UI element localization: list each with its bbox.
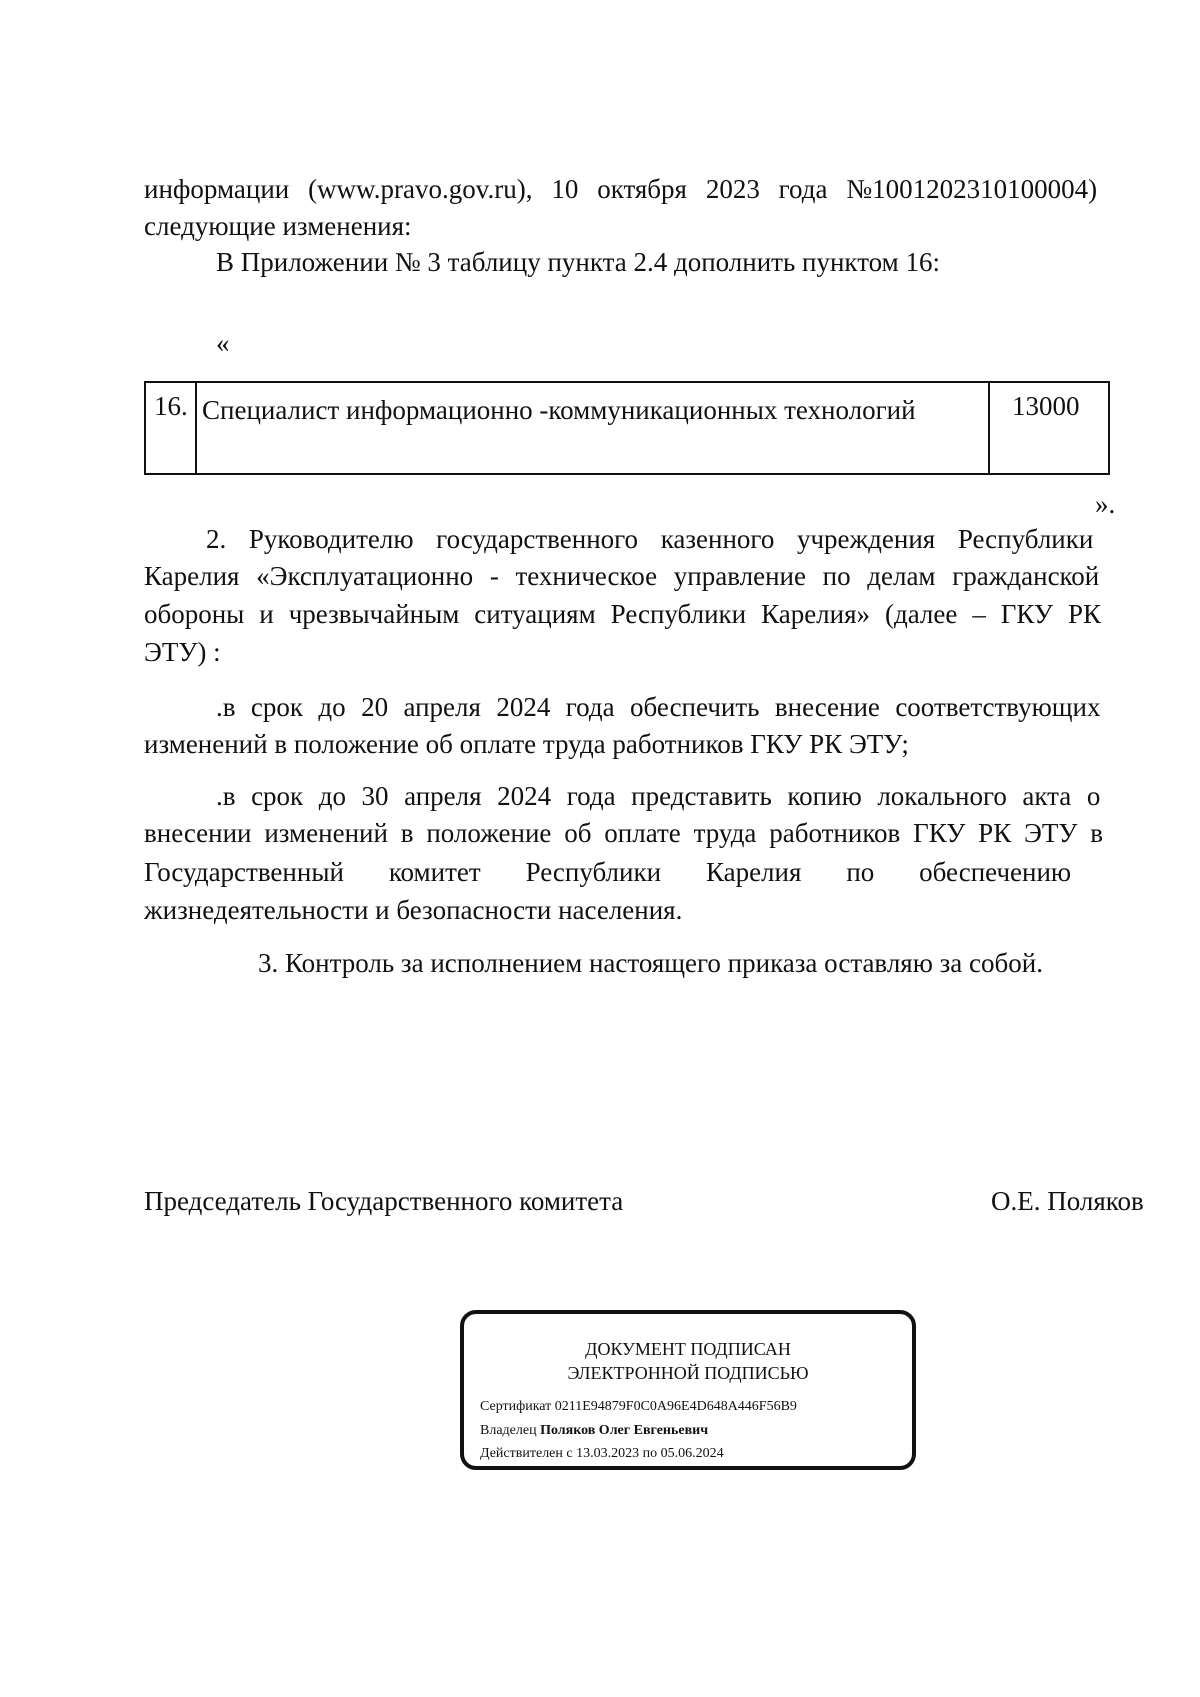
paragraph-line: изменений в положение об оплате труда работников ГКУ РК ЭТУ;	[144, 729, 909, 759]
word: и	[259, 599, 274, 629]
open-quote: «	[216, 328, 230, 358]
word: ГКУ	[1000, 599, 1053, 629]
word: в	[400, 818, 414, 848]
word: комитет	[388, 857, 481, 887]
paragraph-line	[144, 601, 1116, 628]
word: обеспечить	[630, 692, 760, 722]
word: года	[778, 174, 828, 204]
word: 30	[361, 781, 389, 811]
word: локального	[877, 781, 1007, 811]
word: РК	[978, 818, 1012, 848]
word: срок	[250, 692, 304, 722]
word: чрезвычайным	[288, 599, 460, 629]
word: казенного	[660, 524, 775, 554]
word: по	[822, 561, 851, 591]
word: Карелия	[705, 857, 802, 887]
paragraph-line: следующие изменения:	[144, 211, 412, 241]
paragraph-line: В Приложении № 3 таблицу пункта 2.4 дополнить пунктом 16:	[216, 247, 940, 277]
stamp-heading-2: ЭЛЕКТРОННОЙ ПОДПИСЬЮ	[567, 1363, 809, 1383]
word: Республики	[610, 599, 747, 629]
word: «Эксплуатационно	[256, 561, 474, 591]
word: по	[846, 857, 875, 887]
word: копию	[787, 781, 862, 811]
word: 2023	[705, 174, 760, 204]
word: 20	[361, 692, 389, 722]
word: обеспечению	[919, 857, 1072, 887]
word: 10	[551, 174, 579, 204]
paragraph-line	[144, 859, 1116, 886]
word: апреля	[404, 781, 482, 811]
table-number: 16.	[154, 391, 188, 421]
word: представить	[631, 781, 772, 811]
word: апреля	[403, 692, 481, 722]
word: делам	[867, 561, 936, 591]
paragraph-line: 3. Контроль за исполнением настоящего приказа оставляю за собой.	[258, 948, 1043, 978]
word: (www.pravo.gov.ru),	[308, 174, 533, 204]
word: государственного	[436, 524, 639, 554]
word: обороны	[144, 599, 245, 629]
word: информации	[144, 174, 290, 204]
stamp-owner-line	[480, 1424, 708, 1438]
paragraph-line	[206, 526, 1116, 553]
stamp-owner-label: Владелец	[480, 1423, 537, 1438]
word: об	[564, 818, 592, 848]
signatory-position: Председатель Государственного комитета	[144, 1186, 624, 1216]
word: работников	[769, 818, 901, 848]
signatory-name: О.Е. Поляков	[991, 1186, 1144, 1216]
word: труда	[693, 818, 757, 848]
electronic-signature-stamp	[460, 1310, 916, 1470]
word: в	[1090, 818, 1104, 848]
word: управление	[673, 561, 806, 591]
word: техническое	[515, 561, 658, 591]
table-cell-number	[146, 383, 197, 473]
word: о	[1086, 781, 1101, 811]
word: 2024	[496, 692, 551, 722]
stamp-certificate: Сертификат 0211E94879F0C0A96E4D648A446F56B9	[480, 1399, 797, 1414]
stamp-owner: Поляков Олег Евгеньевич	[540, 1423, 709, 1438]
word: Карелия	[144, 561, 240, 591]
table-position-title: Специалист информационно -коммуникационных технологий	[202, 395, 916, 425]
word: изменений	[264, 818, 388, 848]
word: учреждения	[796, 524, 936, 554]
word: оплате	[604, 818, 681, 848]
word: гражданской	[952, 561, 1100, 591]
word: положение	[426, 818, 552, 848]
word: до	[318, 781, 346, 811]
word: года	[566, 781, 616, 811]
word: РК	[1067, 599, 1101, 629]
word: (далее	[884, 599, 958, 629]
word: до	[318, 692, 346, 722]
paragraph-line	[144, 563, 1116, 590]
word: внесении	[144, 818, 252, 848]
paragraph-line: ЭТУ) :	[144, 637, 221, 667]
word: 2024	[497, 781, 552, 811]
paragraph-line: жизнедеятельности и безопасности населения.	[144, 895, 683, 925]
table-cell-value	[988, 383, 1108, 473]
word: соответствующих	[895, 692, 1101, 722]
salary-table	[144, 381, 1110, 475]
word: Республики	[957, 524, 1094, 554]
word: -	[489, 561, 499, 591]
paragraph-line	[216, 694, 1116, 721]
word: срок	[251, 781, 304, 811]
word: .в	[216, 692, 236, 722]
close-quote: ».	[1095, 489, 1116, 519]
stamp-heading-1: ДОКУМЕНТ ПОДПИСАН	[585, 1339, 791, 1359]
word: .в	[216, 781, 236, 811]
word: Карелия»	[761, 599, 871, 629]
word: Государственный	[144, 857, 344, 887]
word: акта	[1022, 781, 1072, 811]
word: Руководителю	[248, 524, 414, 554]
paragraph-line	[144, 176, 1116, 203]
word: октября	[597, 174, 687, 204]
word: года	[565, 692, 615, 722]
word: ЭТУ	[1024, 818, 1078, 848]
stamp-validity: Действителен с 13.03.2023 по 05.06.2024	[480, 1446, 724, 1461]
word: Республики	[525, 857, 662, 887]
word: –	[972, 599, 986, 629]
word: внесение	[774, 692, 880, 722]
paragraph-line	[144, 820, 1116, 847]
word: 2.	[206, 524, 227, 554]
paragraph-line	[216, 783, 1116, 810]
word: ГКУ	[913, 818, 966, 848]
word: ситуациям	[474, 599, 596, 629]
table-value: 13000	[1012, 391, 1080, 421]
word: №1001202310100004)	[846, 174, 1098, 204]
